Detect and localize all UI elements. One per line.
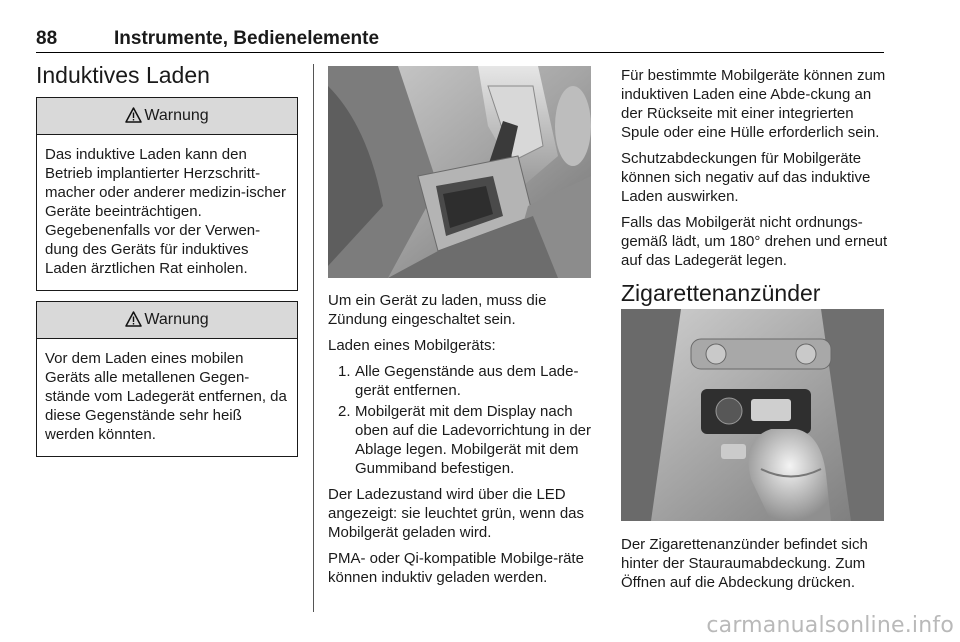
warning-label: Warnung — [144, 311, 209, 328]
paragraph: Schutzabdeckungen für Mobilgeräte können sich negativ auf das induktive Laden auswirken. — [621, 150, 871, 205]
paragraph: Der Zigarettenanzünder befindet sich hinter der Stauraumabdeckung. Zum Öffnen auf die Abdeckung drücken. — [621, 536, 868, 591]
warning-box-1 — [36, 97, 298, 291]
step-number: 2. — [338, 403, 351, 420]
left-column — [36, 62, 298, 467]
steps-list — [328, 362, 592, 478]
warning-triangle-icon — [125, 311, 142, 327]
watermark: carmanualsonline.info — [706, 613, 954, 638]
section-title: Induktives Laden — [36, 62, 210, 88]
step-text: Mobilgerät mit dem Display nach oben auf die Ladevorrichtung in der Ablage legen. Mobilgerät mit dem Gummiband befestigen. — [355, 403, 592, 477]
section-heading: Zigarettenanzünder — [621, 280, 821, 306]
chapter-title: Instrumente, Bedienelemente — [114, 28, 380, 49]
paragraph: Falls das Mobilgerät nicht ordnungs-gemäß lädt, um 180° drehen und erneut auf das Ladegerät legen. — [621, 214, 888, 269]
list-item — [328, 402, 592, 478]
step-text: Alle Gegenstände aus dem Lade-gerät entfernen. — [355, 363, 579, 399]
cigarette-lighter-photo — [621, 309, 884, 521]
paragraph: Der Ladezustand wird über die LED angezeigt: sie leuchtet grün, wenn das Mobilgerät geladen wird. — [328, 486, 585, 541]
warning-text: Das induktive Laden kann den Betrieb implantierter Herzschritt-macher oder anderer medizin-ischer Geräte beeinträchtigen. Gegebenenfalls vor der Verwen-dung des Geräts für induktives Laden ärztlichen Rat einholen. — [45, 146, 286, 277]
list-item — [328, 362, 592, 400]
paragraph: Um ein Gerät zu laden, muss die Zündung eingeschaltet sein. — [328, 292, 547, 328]
page-number: 88 — [36, 28, 58, 49]
page-header — [36, 26, 884, 53]
step-number: 1. — [338, 363, 351, 380]
warning-header — [37, 302, 297, 339]
paragraph: Laden eines Mobilgeräts: — [328, 337, 496, 354]
middle-column — [328, 66, 592, 594]
paragraph: Für bestimmte Mobilgeräte können zum induktiven Laden eine Abde-ckung an der Rückseite mit einer integrierten Spule oder eine Hülle erforderlich sein. — [621, 67, 886, 141]
right-column — [621, 66, 889, 599]
warning-label: Warnung — [144, 107, 209, 124]
warning-header — [37, 98, 297, 135]
paragraph: PMA- oder Qi-kompatible Mobilge-räte können induktiv geladen werden. — [328, 550, 584, 586]
warning-triangle-icon — [125, 107, 142, 123]
warning-box-2 — [36, 301, 298, 457]
warning-text: Vor dem Laden eines mobilen Geräts alle metallenen Gegen-stände vom Ladegerät entfernen, da diese Gegenstände sehr heiß werden könnten. — [45, 350, 287, 443]
column-divider — [313, 64, 314, 612]
charging-tray-photo — [328, 66, 591, 278]
